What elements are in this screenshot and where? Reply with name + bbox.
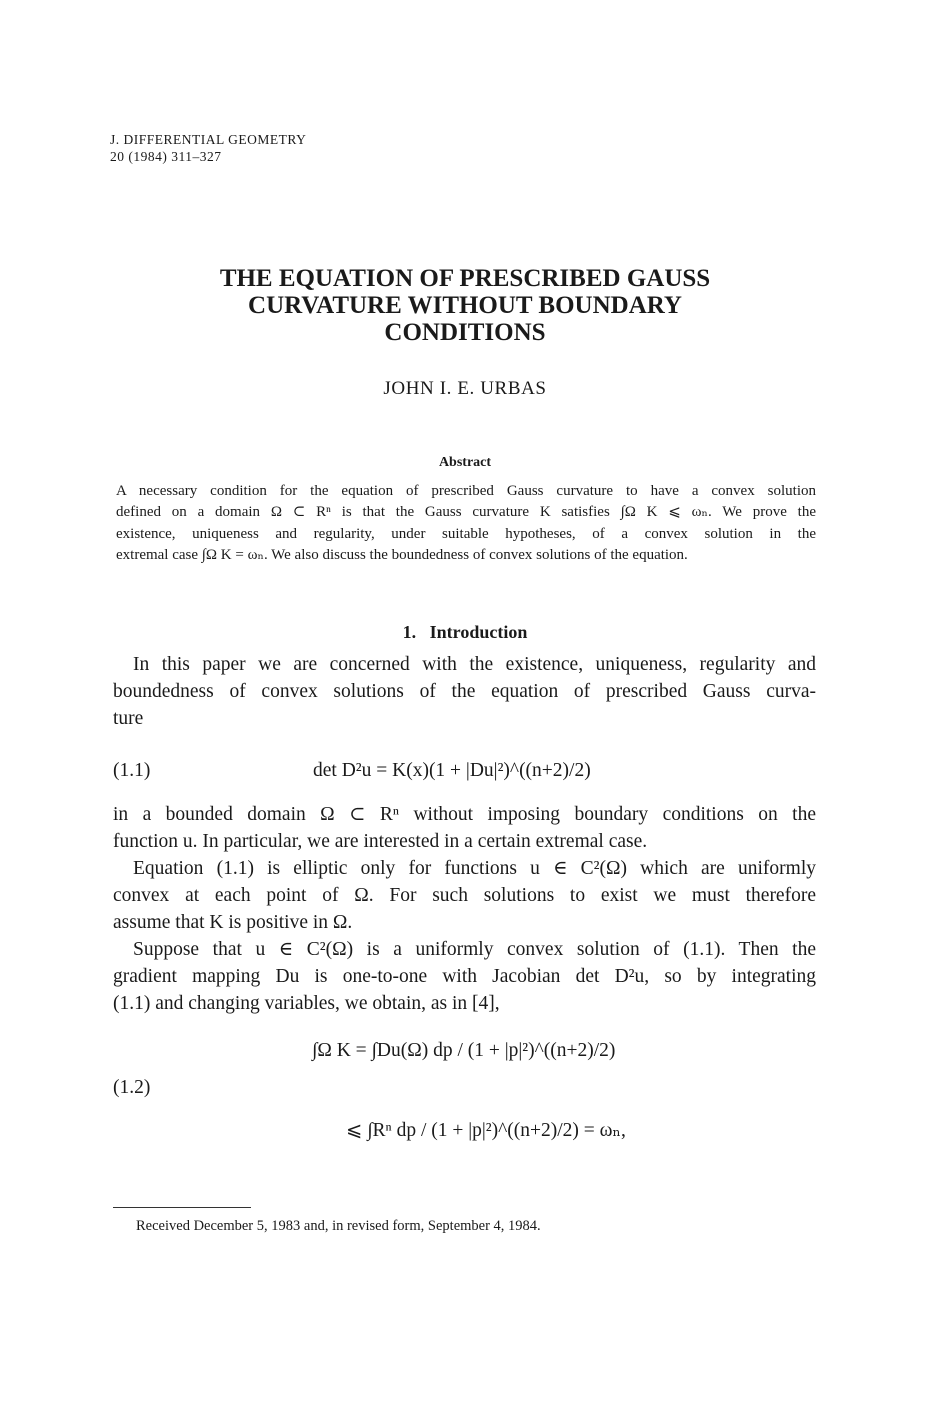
paragraph-1 [113,651,816,732]
text-line: function u. In particular, we are interested in a certain extremal case. [113,831,648,852]
section-title: Introduction [429,622,528,642]
paragraph-4 [113,936,816,1017]
abstract-heading: Abstract [438,455,492,470]
paper-title [150,265,780,346]
paragraph-3 [113,855,816,936]
abstract-body [116,481,816,566]
paragraph-2 [113,801,816,855]
journal-volume: 20 (1984) 311–327 [110,149,222,164]
equation-1-2-line-1: ∫Ω K = ∫Du(Ω) dp / (1 + |p|²)^((n+2)/2) [312,1040,616,1061]
title-line-2: CURVATURE WITHOUT BOUNDARY [248,292,682,319]
footnote-rule [113,1207,251,1208]
journal-name: J. DIFFERENTIAL GEOMETRY [110,132,307,147]
section-heading [150,622,780,643]
text-line: Equation (1.1) is elliptic only for functions u ∈ C²(Ω) which are uniformly [133,858,816,879]
author-name: JOHN I. E. URBAS [383,378,547,399]
text-line: In this paper we are concerned with the existence, uniqueness, regularity and [133,654,816,675]
abstract-line: A necessary condition for the equation of prescribed Gauss curvature to have a convex solution [116,483,816,499]
text-line: (1.1) and changing variables, we obtain, as in [4], [113,993,500,1014]
equation-1-1: det D²u = K(x)(1 + |Du|²)^((n+2)/2) [313,760,591,781]
section-number: 1. [402,622,417,642]
text-line: boundedness of convex solutions of the equation of prescribed Gauss curva- [113,681,816,702]
text-line: convex at each point of Ω. For such solutions to exist we must therefore [113,885,816,906]
text-line: Suppose that u ∈ C²(Ω) is a uniformly convex solution of (1.1). Then the [133,939,816,960]
text-line: in a bounded domain Ω ⊂ Rⁿ without imposing boundary conditions on the [113,804,816,825]
text-line: gradient mapping Du is one-to-one with Jacobian det D²u, so by integrating [113,966,816,987]
abstract-line: extremal case ∫Ω K = ωₙ. We also discuss the boundedness of convex solutions of the equation. [116,546,688,563]
text-line: assume that K is positive in Ω. [113,912,353,933]
footnote: Received December 5, 1983 and, in revised form, September 4, 1984. [136,1218,541,1234]
text-line: ture [113,708,144,729]
abstract-line: defined on a domain Ω ⊂ Rⁿ is that the Gauss curvature K satisfies ∫Ω K ⩽ ωₙ. We prove the [116,504,816,521]
equation-label-1-2: (1.2) [113,1077,151,1098]
journal-header [110,131,306,165]
equation-1-2-line-2: ⩽ ∫Rⁿ dp / (1 + |p|²)^((n+2)/2) = ωₙ, [346,1120,626,1141]
abstract-line: existence, uniqueness and regularity, under suitable hypotheses, of a convex solution in the [116,525,816,542]
title-line-1: THE EQUATION OF PRESCRIBED GAUSS [219,265,711,292]
title-line-3: CONDITIONS [384,319,546,346]
equation-label-1-1: (1.1) [113,760,151,781]
